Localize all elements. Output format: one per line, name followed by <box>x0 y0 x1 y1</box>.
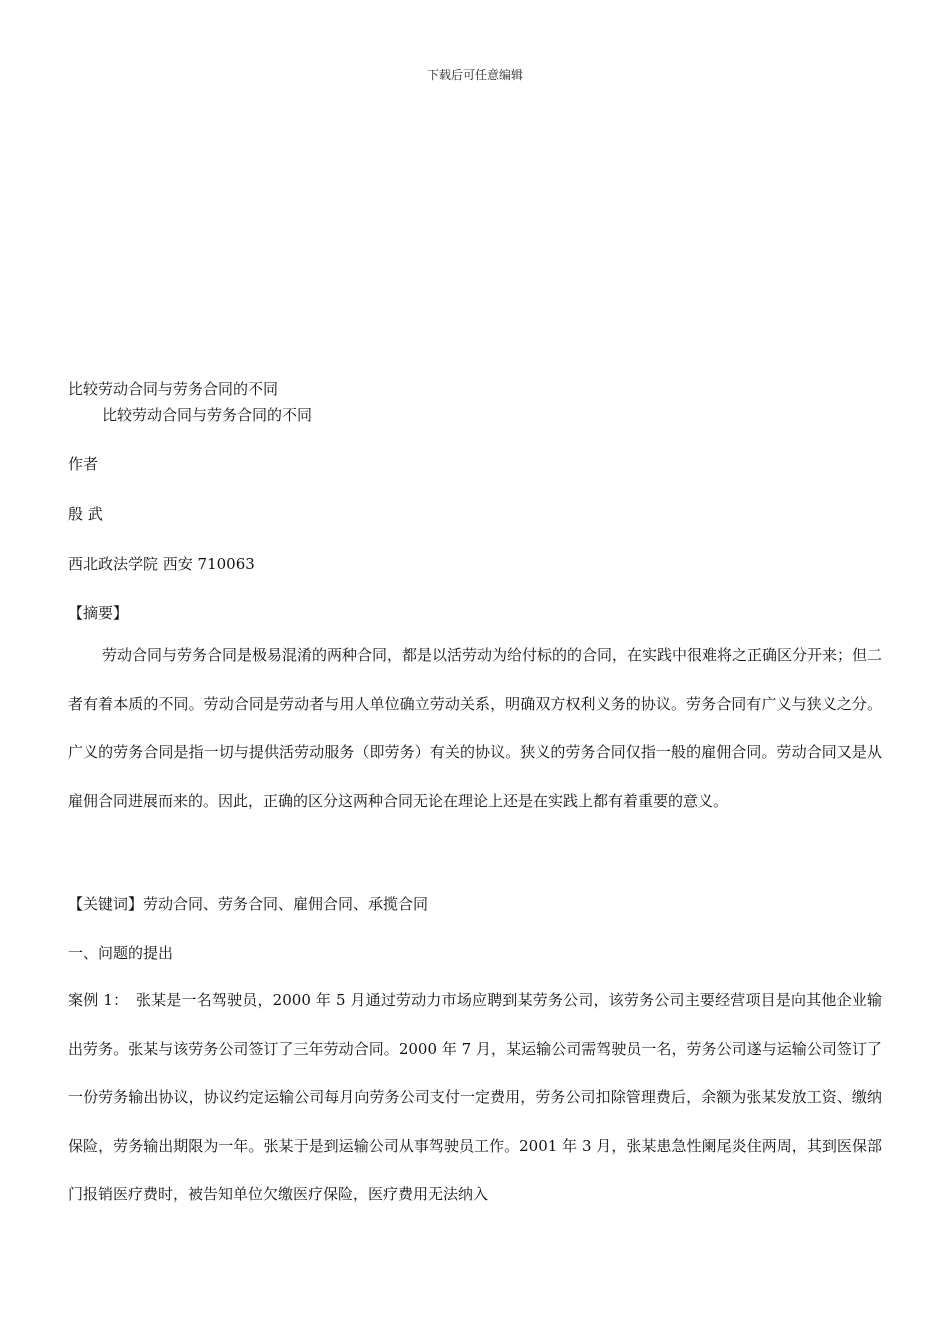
author-affiliation: 西北政法学院 西安 710063 <box>68 555 255 573</box>
author-label: 作者 <box>68 455 99 473</box>
header-note: 下载后可任意编辑 <box>426 68 523 82</box>
document-title: 比较劳动合同与劳务合同的不同 <box>68 380 279 398</box>
author-name: 殷 武 <box>68 505 103 523</box>
document-subtitle: 比较劳动合同与劳务合同的不同 <box>102 406 313 424</box>
section-heading: 一、问题的提出 <box>68 944 174 962</box>
keywords-line: 【关键词】劳动合同、劳务合同、雇佣合同、承揽合同 <box>68 895 429 913</box>
abstract-label: 【摘要】 <box>68 604 129 622</box>
abstract-text: 劳动合同与劳务合同是极易混淆的两种合同，都是以活劳动为给付标的的合同，在实践中很难将之正确区分开来；但二者有着本质的不同。劳动合同是劳动者与用人单位确立劳动关系，明确双方权利义务的协议。劳务合同有广义与狭义之分。广义的劳务合同是指一切与提供活劳动服务（即劳务）有关的协议。狭义的劳务合同仅指一般的雇佣合同。劳动合同又是从雇佣合同进展而来的。因此，正确的区分这两种合同无论在理论上还是在实践上都有着重要的意义。 <box>68 646 883 810</box>
case-paragraph: 案例 1： 张某是一名驾驶员，2000 年 5 月通过劳动力市场应聘到某劳务公司，该劳务公司主要经营项目是向其他企业输出劳务。张某与该劳务公司签订了三年劳动合同。2000 年 7 月，某运输公司需驾驶员一名，劳务公司遂与运输公司签订了一份劳务输出协议，协议约定运输公司每月向劳务公司支付一定费用，劳务公司扣除管理费后，余额为张某发放工资、缴纳保险，劳务输出期限为一年。张某于是到运输公司从事驾驶员工作。2001 年 3 月，张某患急性阑尾炎住两周，其到医保部门报销医疗费时，被告知单位欠缴医疗保险，医疗费用无法纳入 <box>68 991 882 1204</box>
